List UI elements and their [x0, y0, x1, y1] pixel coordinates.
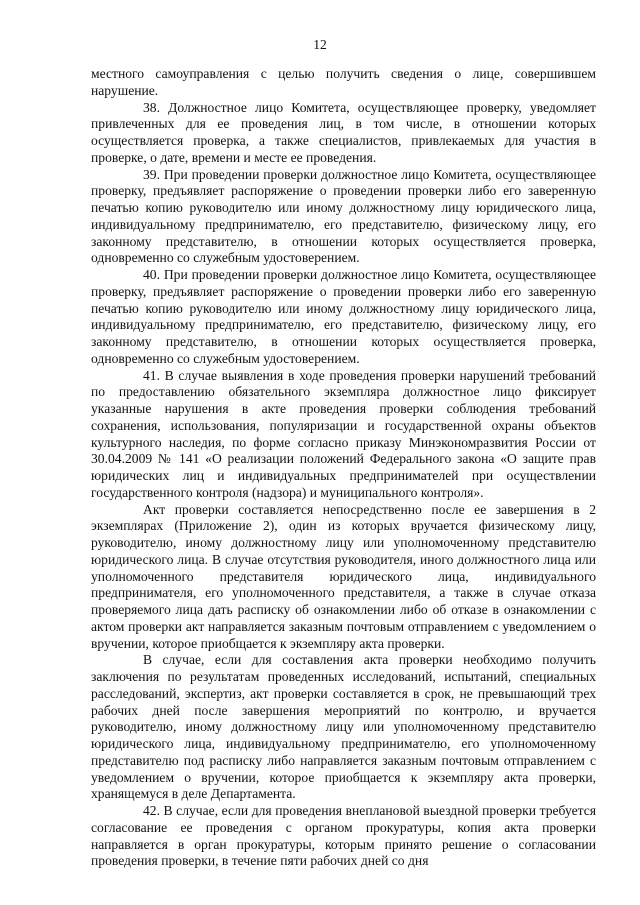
paragraph-39: 39. При проведении проверки должностное лицо Комитета, осуществляющее проверку, предъявляет распоряжение о проведении проверки либо его заверенную печатью копию руководителю или иному должностному лицу юридического лица, индивидуальному предпринимателю, его представителю, физическому лицу, его законному представителю, в отношении которых осуществляется проверка, одновременно со служебным удостоверением.	[91, 166, 596, 266]
document-body	[91, 66, 596, 870]
paragraph-41: 41. В случае выявления в ходе проведения проверки нарушений требований по предоставлению обязательного экземпляра должностное лицо фиксирует указанные нарушения в акте проведения проверки соблюдения требований сохранения, использования, популяризации и государственной охраны объектов культурного наследия, по форме согласно приказу Минэкономразвития России от 30.04.2009 № 141 «О реализации положений Федерального закона «О защите прав юридических лиц и индивидуальных предпринимателей при осуществлении государственного контроля (надзора) и муниципального контроля».	[91, 367, 596, 500]
paragraph-41-act: Акт проверки составляется непосредственно после ее завершения в 2 экземплярах (Приложение 2), один из которых вручается физическому лицу, руководителю, иному должностному лицу или уполномоченному представителю юридического лица. В случае отсутствия руководителя, иного должностного лица или уполномоченного представителя юридического лица, индивидуального предпринимателя, его уполномоченного представителя, а также в случае отказа проверяемого лица дать расписку об ознакомлении либо об отказе в ознакомлении с актом проверки акт направляется заказным почтовым отправлением с уведомлением о вручении, которое приобщается к экземпляру акта проверки.	[91, 501, 596, 651]
paragraph-continuation: местного самоуправления с целью получить сведения о лице, совершившем нарушение.	[91, 66, 596, 98]
paragraph-42: 42. В случае, если для проведения внеплановой выездной проверки требуется согласование ее проведения с органом прокуратуры, копия акта проверки направляется в орган прокуратуры, которым принято решение о согласовании проведения проверки, в течение пяти рабочих дней со дня	[91, 803, 596, 869]
paragraph-40: 40. При проведении проверки должностное лицо Комитета, осуществляющее проверку, предъявляет распоряжение о проведении проверки либо его заверенную печатью копию руководителю или иному должностному лицу юридического лица, индивидуальному предпринимателю, его представителю, физическому лицу, его законному представителю, в отношении которых осуществляется проверка, одновременно со служебным удостоверением.	[91, 267, 596, 366]
page-number: 12	[313, 37, 327, 52]
paragraph-38: 38. Должностное лицо Комитета, осуществляющее проверку, уведомляет привлеченных для ее проведения лиц, в том числе, в отношении которых осуществляется проверка, а также специалистов, привлекаемых для участия в проверке, о дате, времени и месте ее проведения.	[91, 99, 596, 165]
paragraph-41-conclusions: В случае, если для составления акта проверки необходимо получить заключения по результатам проведенных исследований, испытаний, специальных расследований, экспертиз, акт проверки составляется в срок, не превышающий трех рабочих дней после завершения мероприятий по контролю, и вручается руководителю, иному должностному лицу или уполномоченному представителю юридического лица, индивидуальному предпринимателю, его уполномоченному представителю под расписку либо направляется заказным почтовым отправлением с уведомлением о вручении, которое приобщается к экземпляру акта проверки, хранящемуся в деле Департамента.	[91, 652, 596, 802]
